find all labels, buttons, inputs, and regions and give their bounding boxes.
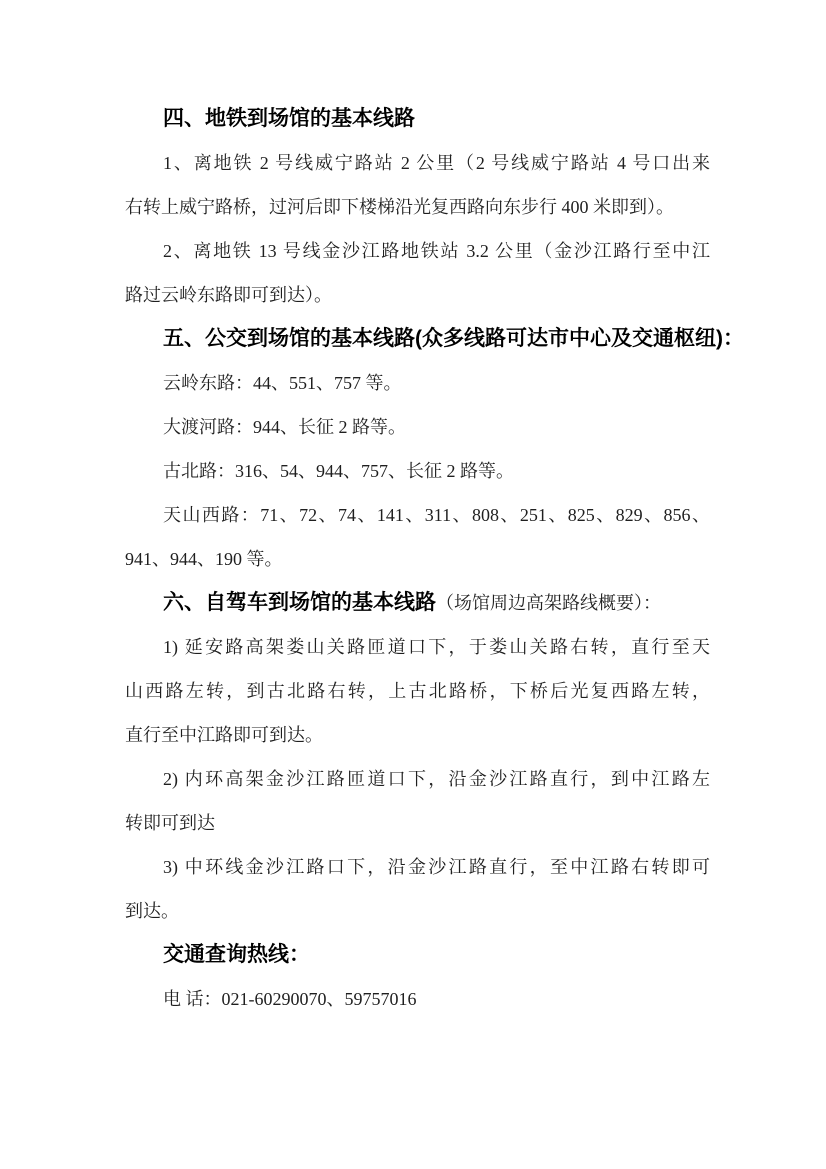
body-text: 2) 内环高架金沙江路匝道口下，沿金沙江路直行，到中江路左 xyxy=(163,769,710,789)
drive-item-1-line-3 xyxy=(125,713,710,757)
body-text: 2、离地铁 13 号线金沙江路地铁站 3.2 公里（金沙江路行至中江 xyxy=(163,241,710,261)
body-text: 大渡河路：944、长征 2 路等。 xyxy=(163,417,406,437)
hotline-phone xyxy=(125,977,710,1021)
body-text: 1、离地铁 2 号线威宁路站 2 公里（2 号线威宁路站 4 号口出来 xyxy=(163,153,710,173)
body-text: 天山西路：71、72、74、141、311、808、251、825、829、856、 xyxy=(163,505,710,525)
metro-item-2-line-2 xyxy=(125,273,710,317)
body-text: 转即可到达 xyxy=(125,813,215,833)
heading-text: 四、地铁到场馆的基本线路 xyxy=(163,107,415,130)
metro-item-1-line-1 xyxy=(125,141,710,185)
bus-route-tianshanxi-line-2 xyxy=(125,537,710,581)
body-text: 3) 中环线金沙江路口下，沿金沙江路直行，至中江路右转即可 xyxy=(163,857,710,877)
body-text: 1) 延安路高架娄山关路匝道口下，于娄山关路右转，直行至天 xyxy=(163,637,710,657)
drive-item-2-line-2 xyxy=(125,801,710,845)
body-text: 右转上威宁路桥，过河后即下楼梯沿光复西路向东步行 400 米即到）。 xyxy=(125,197,674,217)
document-content xyxy=(125,97,744,1021)
body-text: 古北路：316、54、944、757、长征 2 路等。 xyxy=(163,461,514,481)
heading-text: 五、公交到场馆的基本线路(众多线路可达市中心及交通枢纽)： xyxy=(163,327,744,350)
drive-item-1-line-1 xyxy=(125,625,710,669)
body-text: 云岭东路：44、551、757 等。 xyxy=(163,373,402,393)
drive-item-3-line-2 xyxy=(125,889,710,933)
body-text: 电 话：021-60290070、59757016 xyxy=(163,989,417,1009)
drive-item-3-line-1 xyxy=(125,845,710,889)
bus-route-tianshanxi-line-1 xyxy=(125,493,710,537)
body-text: 山西路左转，到古北路右转，上古北路桥，下桥后光复西路左转， xyxy=(125,681,710,701)
heading-hotline xyxy=(125,933,710,977)
heading-section-4 xyxy=(125,97,710,141)
body-text: 路过云岭东路即可到达）。 xyxy=(125,285,332,305)
bus-route-yunling xyxy=(125,361,710,405)
heading-section-6 xyxy=(125,581,710,625)
body-text: （场馆周边高架路线概要）： xyxy=(436,593,661,613)
heading-text: 交通查询热线： xyxy=(163,943,310,966)
body-text: 941、944、190 等。 xyxy=(125,549,283,569)
drive-item-2-line-1 xyxy=(125,757,710,801)
heading-section-5 xyxy=(125,317,744,361)
bus-route-gubei xyxy=(125,449,710,493)
metro-item-1-line-2 xyxy=(125,185,710,229)
body-text: 直行至中江路即可到达。 xyxy=(125,725,323,745)
drive-item-1-line-2 xyxy=(125,669,710,713)
heading-text: 六、自驾车到场馆的基本线路 xyxy=(163,591,436,614)
bus-route-daduhe xyxy=(125,405,710,449)
body-text: 到达。 xyxy=(125,901,179,921)
metro-item-2-line-1 xyxy=(125,229,710,273)
